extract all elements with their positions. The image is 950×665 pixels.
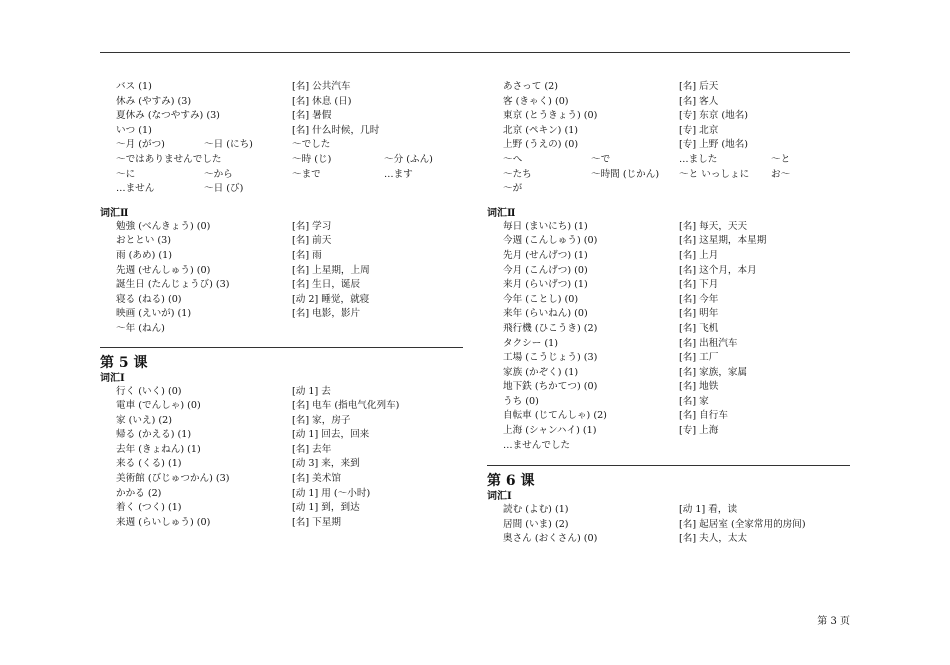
vocab-meaning: [名] 美术馆 bbox=[292, 473, 341, 485]
vocab-word: 工場 (こうじょう) (3) bbox=[503, 352, 598, 364]
vocab-entry bbox=[487, 322, 850, 337]
vocab-list bbox=[487, 80, 850, 197]
vocab-meaning: [名] 这个月，本月 bbox=[679, 264, 757, 276]
vocab-meaning: ～でした bbox=[292, 139, 331, 151]
vocab-entry bbox=[100, 307, 463, 322]
vocab-word: 家 (いえ) (2) bbox=[116, 414, 172, 426]
vocab-entry bbox=[100, 249, 463, 264]
vocab-word: 雨 (あめ) (1) bbox=[116, 249, 172, 261]
vocab-entry bbox=[100, 109, 463, 124]
vocab-word: 誕生日 (たんじょうび) (3) bbox=[116, 279, 230, 291]
vocab-entry bbox=[487, 80, 850, 95]
vocab-entry bbox=[487, 234, 850, 249]
vocab-word: 地下鉄 (ちかてつ) (0) bbox=[503, 381, 598, 393]
vocab-meaning: ～と bbox=[771, 153, 791, 165]
vocab-word: ～が bbox=[503, 183, 523, 195]
vocab-meaning: [动 1] 用 (～小时) bbox=[292, 487, 371, 499]
vocab-word: 勉強 (べんきょう) (0) bbox=[116, 220, 211, 232]
vocab-meaning: [名] 什么时候，几时 bbox=[292, 124, 380, 136]
vocab-entry bbox=[100, 264, 463, 279]
section-rule bbox=[100, 347, 463, 348]
vocab-meaning: [专] 北京 bbox=[679, 124, 719, 136]
vocab-list bbox=[100, 385, 463, 531]
vocab-entry bbox=[487, 409, 850, 424]
vocab-entry bbox=[100, 516, 463, 531]
vocab-entry bbox=[100, 234, 463, 249]
vocab-word: 飛行機 (ひこうき) (2) bbox=[503, 322, 598, 334]
vocab-word: 去年 (きょねん) (1) bbox=[116, 443, 201, 455]
vocab-word: 上野 (うえの) (0) bbox=[503, 139, 579, 151]
section-label: 词汇Ⅱ bbox=[100, 207, 129, 219]
vocab-meaning: [动 1] 去 bbox=[292, 385, 331, 397]
vocab-meaning: [名] 每天，天天 bbox=[679, 220, 748, 232]
vocab-entry bbox=[100, 95, 463, 110]
vocab-word: 北京 (ペキン) (1) bbox=[503, 124, 579, 136]
vocab-word: あさって (2) bbox=[503, 81, 559, 92]
vocab-meaning: [名] 工厂 bbox=[679, 352, 719, 364]
vocab-word: うち (0) bbox=[503, 395, 539, 407]
vocab-meaning: [动 1] 看，读 bbox=[679, 504, 738, 516]
vocab-entry bbox=[487, 138, 850, 153]
vocab-meaning: [名] 今年 bbox=[679, 293, 719, 305]
vocab-entry bbox=[100, 182, 463, 197]
vocab-word: 来月 (らいげつ) (1) bbox=[503, 279, 588, 291]
vocab-entry bbox=[100, 220, 463, 235]
lesson-title: 第 5 课 bbox=[100, 354, 148, 371]
vocab-word: 帰る (かえる) (1) bbox=[116, 429, 192, 441]
vocab-entry bbox=[487, 337, 850, 352]
vocab-word: ～ではありませんでした bbox=[116, 153, 222, 165]
vocab-word: 読む (よむ) (1) bbox=[503, 504, 569, 516]
vocab-meaning: [名] 电影，影片 bbox=[292, 308, 361, 320]
vocab-word: 行く (いく) (0) bbox=[116, 385, 182, 397]
vocab-word: 先週 (せんしゅう) (0) bbox=[116, 264, 211, 276]
vocab-entry bbox=[487, 518, 850, 533]
vocab-meaning: [专] 上海 bbox=[679, 425, 719, 437]
vocab-entry bbox=[100, 501, 463, 516]
vocab-word: 自転車 (じてんしゃ) (2) bbox=[503, 410, 607, 422]
vocab-meaning: [专] 上野 (地名) bbox=[679, 139, 749, 151]
vocab-meaning: [名] 这星期，本星期 bbox=[679, 235, 767, 247]
vocab-entry bbox=[100, 428, 463, 443]
vocab-entry bbox=[100, 80, 463, 95]
vocab-word: ～に bbox=[116, 168, 136, 180]
vocab-meaning: [名] 家 bbox=[679, 395, 709, 407]
vocab-meaning: お～ bbox=[771, 168, 791, 180]
vocab-meaning: [名] 前天 bbox=[292, 235, 332, 247]
vocab-entry bbox=[487, 307, 850, 322]
vocab-word: 来る (くる) (1) bbox=[116, 458, 182, 470]
vocab-entry bbox=[487, 182, 850, 197]
vocab-meaning: [动 1] 到，到达 bbox=[292, 502, 360, 514]
vocab-word: …ませんでした bbox=[503, 439, 571, 451]
vocab-entry bbox=[487, 424, 850, 439]
vocab-word: ～月 (がつ) bbox=[116, 139, 165, 151]
vocab-meaning: [名] 客人 bbox=[679, 95, 719, 107]
vocab-word: ～から bbox=[204, 168, 233, 180]
vocab-word: 電車 (でんしゃ) (0) bbox=[116, 400, 201, 412]
lesson-title: 第 6 课 bbox=[487, 473, 535, 490]
vocab-entry bbox=[487, 168, 850, 183]
vocab-meaning: ～と いっしょに bbox=[679, 168, 750, 180]
vocab-entry bbox=[487, 293, 850, 308]
vocab-word: かかる (2) bbox=[116, 487, 162, 499]
vocab-entry bbox=[487, 351, 850, 366]
vocab-entry bbox=[487, 124, 850, 139]
vocab-entry bbox=[487, 264, 850, 279]
vocab-meaning: …ました bbox=[679, 153, 718, 165]
vocab-meaning: ～まで bbox=[292, 168, 321, 180]
section-label: 词汇Ⅱ bbox=[487, 207, 516, 219]
vocab-meaning: [名] 地铁 bbox=[679, 381, 719, 393]
vocab-meaning: [名] 后天 bbox=[679, 81, 719, 92]
section-rule bbox=[487, 465, 850, 466]
vocab-entry bbox=[487, 95, 850, 110]
vocab-meaning: [名] 公共汽车 bbox=[292, 81, 351, 92]
vocab-entry bbox=[100, 414, 463, 429]
vocab-meaning: [动 1] 回去，回来 bbox=[292, 429, 370, 441]
vocab-word: 夏休み (なつやすみ) (3) bbox=[116, 110, 220, 122]
vocab-list bbox=[487, 503, 850, 547]
vocab-meaning: …ます bbox=[384, 168, 413, 180]
vocab-word: 今週 (こんしゅう) (0) bbox=[503, 235, 598, 247]
vocab-word: 今月 (こんげつ) (0) bbox=[503, 264, 588, 276]
vocab-meaning: [名] 自行车 bbox=[679, 410, 728, 422]
vocab-meaning: [名] 雨 bbox=[292, 249, 322, 261]
vocab-word: いつ (1) bbox=[116, 124, 152, 136]
vocab-word: 毎日 (まいにち) (1) bbox=[503, 220, 588, 232]
vocab-entry bbox=[487, 380, 850, 395]
vocab-meaning: [名] 家族，家属 bbox=[679, 366, 748, 378]
vocab-entry bbox=[487, 109, 850, 124]
vocab-entry bbox=[100, 293, 463, 308]
vocab-meaning: [名] 电车 (指电气化列车) bbox=[292, 400, 400, 412]
section-label: 词汇Ⅰ bbox=[487, 491, 512, 503]
vocab-entry bbox=[100, 168, 463, 183]
vocab-meaning: [名] 起居室 (全家常用的房间) bbox=[679, 518, 806, 530]
vocab-meaning: [动 3] 来，来到 bbox=[292, 458, 360, 470]
vocab-word: 奥さん (おくさん) (0) bbox=[503, 533, 598, 545]
section-label: 词汇Ⅰ bbox=[100, 372, 125, 384]
vocab-word: 上海 (シャンハイ) (1) bbox=[503, 425, 597, 437]
vocab-entry bbox=[100, 278, 463, 293]
vocab-word: 東京 (とうきょう) (0) bbox=[503, 110, 598, 122]
top-rule bbox=[100, 52, 850, 53]
vocab-entry bbox=[487, 503, 850, 518]
vocab-meaning: [名] 飞机 bbox=[679, 322, 719, 334]
vocab-entry bbox=[100, 153, 463, 168]
vocab-word: 客 (きゃく) (0) bbox=[503, 95, 569, 107]
vocab-entry bbox=[487, 532, 850, 547]
vocab-list bbox=[100, 80, 463, 197]
vocab-word: ～へ bbox=[503, 153, 523, 165]
vocab-entry bbox=[100, 399, 463, 414]
vocab-list bbox=[100, 220, 463, 337]
vocab-word: ～時間 (じかん) bbox=[591, 168, 660, 180]
vocab-entry bbox=[100, 124, 463, 139]
vocab-word: 寝る (ねる) (0) bbox=[116, 293, 182, 305]
vocab-word: ～日 (び) bbox=[204, 183, 244, 195]
vocab-meaning: ～時 (じ) bbox=[292, 153, 332, 165]
vocab-word: ～日 (にち) bbox=[204, 139, 253, 151]
vocab-meaning: [名] 出租汽车 bbox=[679, 337, 738, 349]
vocab-entry bbox=[100, 138, 463, 153]
vocab-word: …ません bbox=[116, 183, 155, 195]
vocab-meaning: [名] 下月 bbox=[679, 279, 719, 291]
vocab-meaning: [名] 暑假 bbox=[292, 110, 332, 122]
vocab-meaning: [动 2] 睡觉，就寝 bbox=[292, 293, 370, 305]
vocab-meaning: [名] 明年 bbox=[679, 308, 719, 320]
vocab-word: タクシー (1) bbox=[503, 337, 559, 349]
vocab-word: 着く (つく) (1) bbox=[116, 502, 182, 514]
vocab-word: ～たち bbox=[503, 168, 532, 180]
vocab-meaning: [名] 去年 bbox=[292, 443, 332, 455]
vocab-meaning: [名] 家，房子 bbox=[292, 414, 351, 426]
vocab-word: 来週 (らいしゅう) (0) bbox=[116, 516, 211, 528]
vocab-meaning: ～分 (ふん) bbox=[384, 153, 433, 165]
vocab-word: おととい (3) bbox=[116, 235, 172, 247]
vocab-meaning: [名] 休息 (日) bbox=[292, 95, 352, 107]
vocab-word: 休み (やすみ) (3) bbox=[116, 95, 192, 107]
vocab-entry bbox=[487, 366, 850, 381]
right-column bbox=[487, 80, 850, 547]
vocab-meaning: [名] 下星期 bbox=[292, 516, 341, 528]
vocab-meaning: [名] 夫人，太太 bbox=[679, 533, 748, 545]
vocab-meaning: [名] 上月 bbox=[679, 249, 719, 261]
vocab-meaning: [名] 学习 bbox=[292, 220, 332, 232]
vocab-list bbox=[487, 220, 850, 454]
page-number: 第 3 页 bbox=[817, 616, 850, 627]
vocab-entry bbox=[100, 443, 463, 458]
vocab-entry bbox=[100, 385, 463, 400]
vocab-entry bbox=[487, 220, 850, 235]
vocab-word: 家族 (かぞく) (1) bbox=[503, 366, 579, 378]
left-column bbox=[100, 80, 463, 530]
vocab-word: 先月 (せんげつ) (1) bbox=[503, 249, 588, 261]
vocab-meaning: [名] 上星期，上周 bbox=[292, 264, 370, 276]
vocab-word: 今年 (ことし) (0) bbox=[503, 293, 579, 305]
vocab-entry bbox=[100, 457, 463, 472]
vocab-entry bbox=[487, 395, 850, 410]
vocab-entry bbox=[487, 153, 850, 168]
vocab-word: ～で bbox=[591, 153, 611, 165]
vocab-entry bbox=[487, 439, 850, 454]
vocab-entry bbox=[100, 322, 463, 337]
vocab-word: 美術館 (びじゅつかん) (3) bbox=[116, 473, 230, 485]
vocab-meaning: [专] 东京 (地名) bbox=[679, 110, 749, 122]
vocab-entry bbox=[487, 249, 850, 264]
vocab-word: 来年 (らいねん) (0) bbox=[503, 308, 588, 320]
vocab-entry bbox=[100, 487, 463, 502]
vocab-word: 居間 (いま) (2) bbox=[503, 518, 569, 530]
vocab-word: バス (1) bbox=[116, 81, 152, 92]
vocab-word: 映画 (えいが) (1) bbox=[116, 308, 192, 320]
vocab-entry bbox=[487, 278, 850, 293]
vocab-word: ～年 (ねん) bbox=[116, 322, 165, 334]
vocab-entry bbox=[100, 472, 463, 487]
vocab-meaning: [名] 生日，诞辰 bbox=[292, 279, 361, 291]
